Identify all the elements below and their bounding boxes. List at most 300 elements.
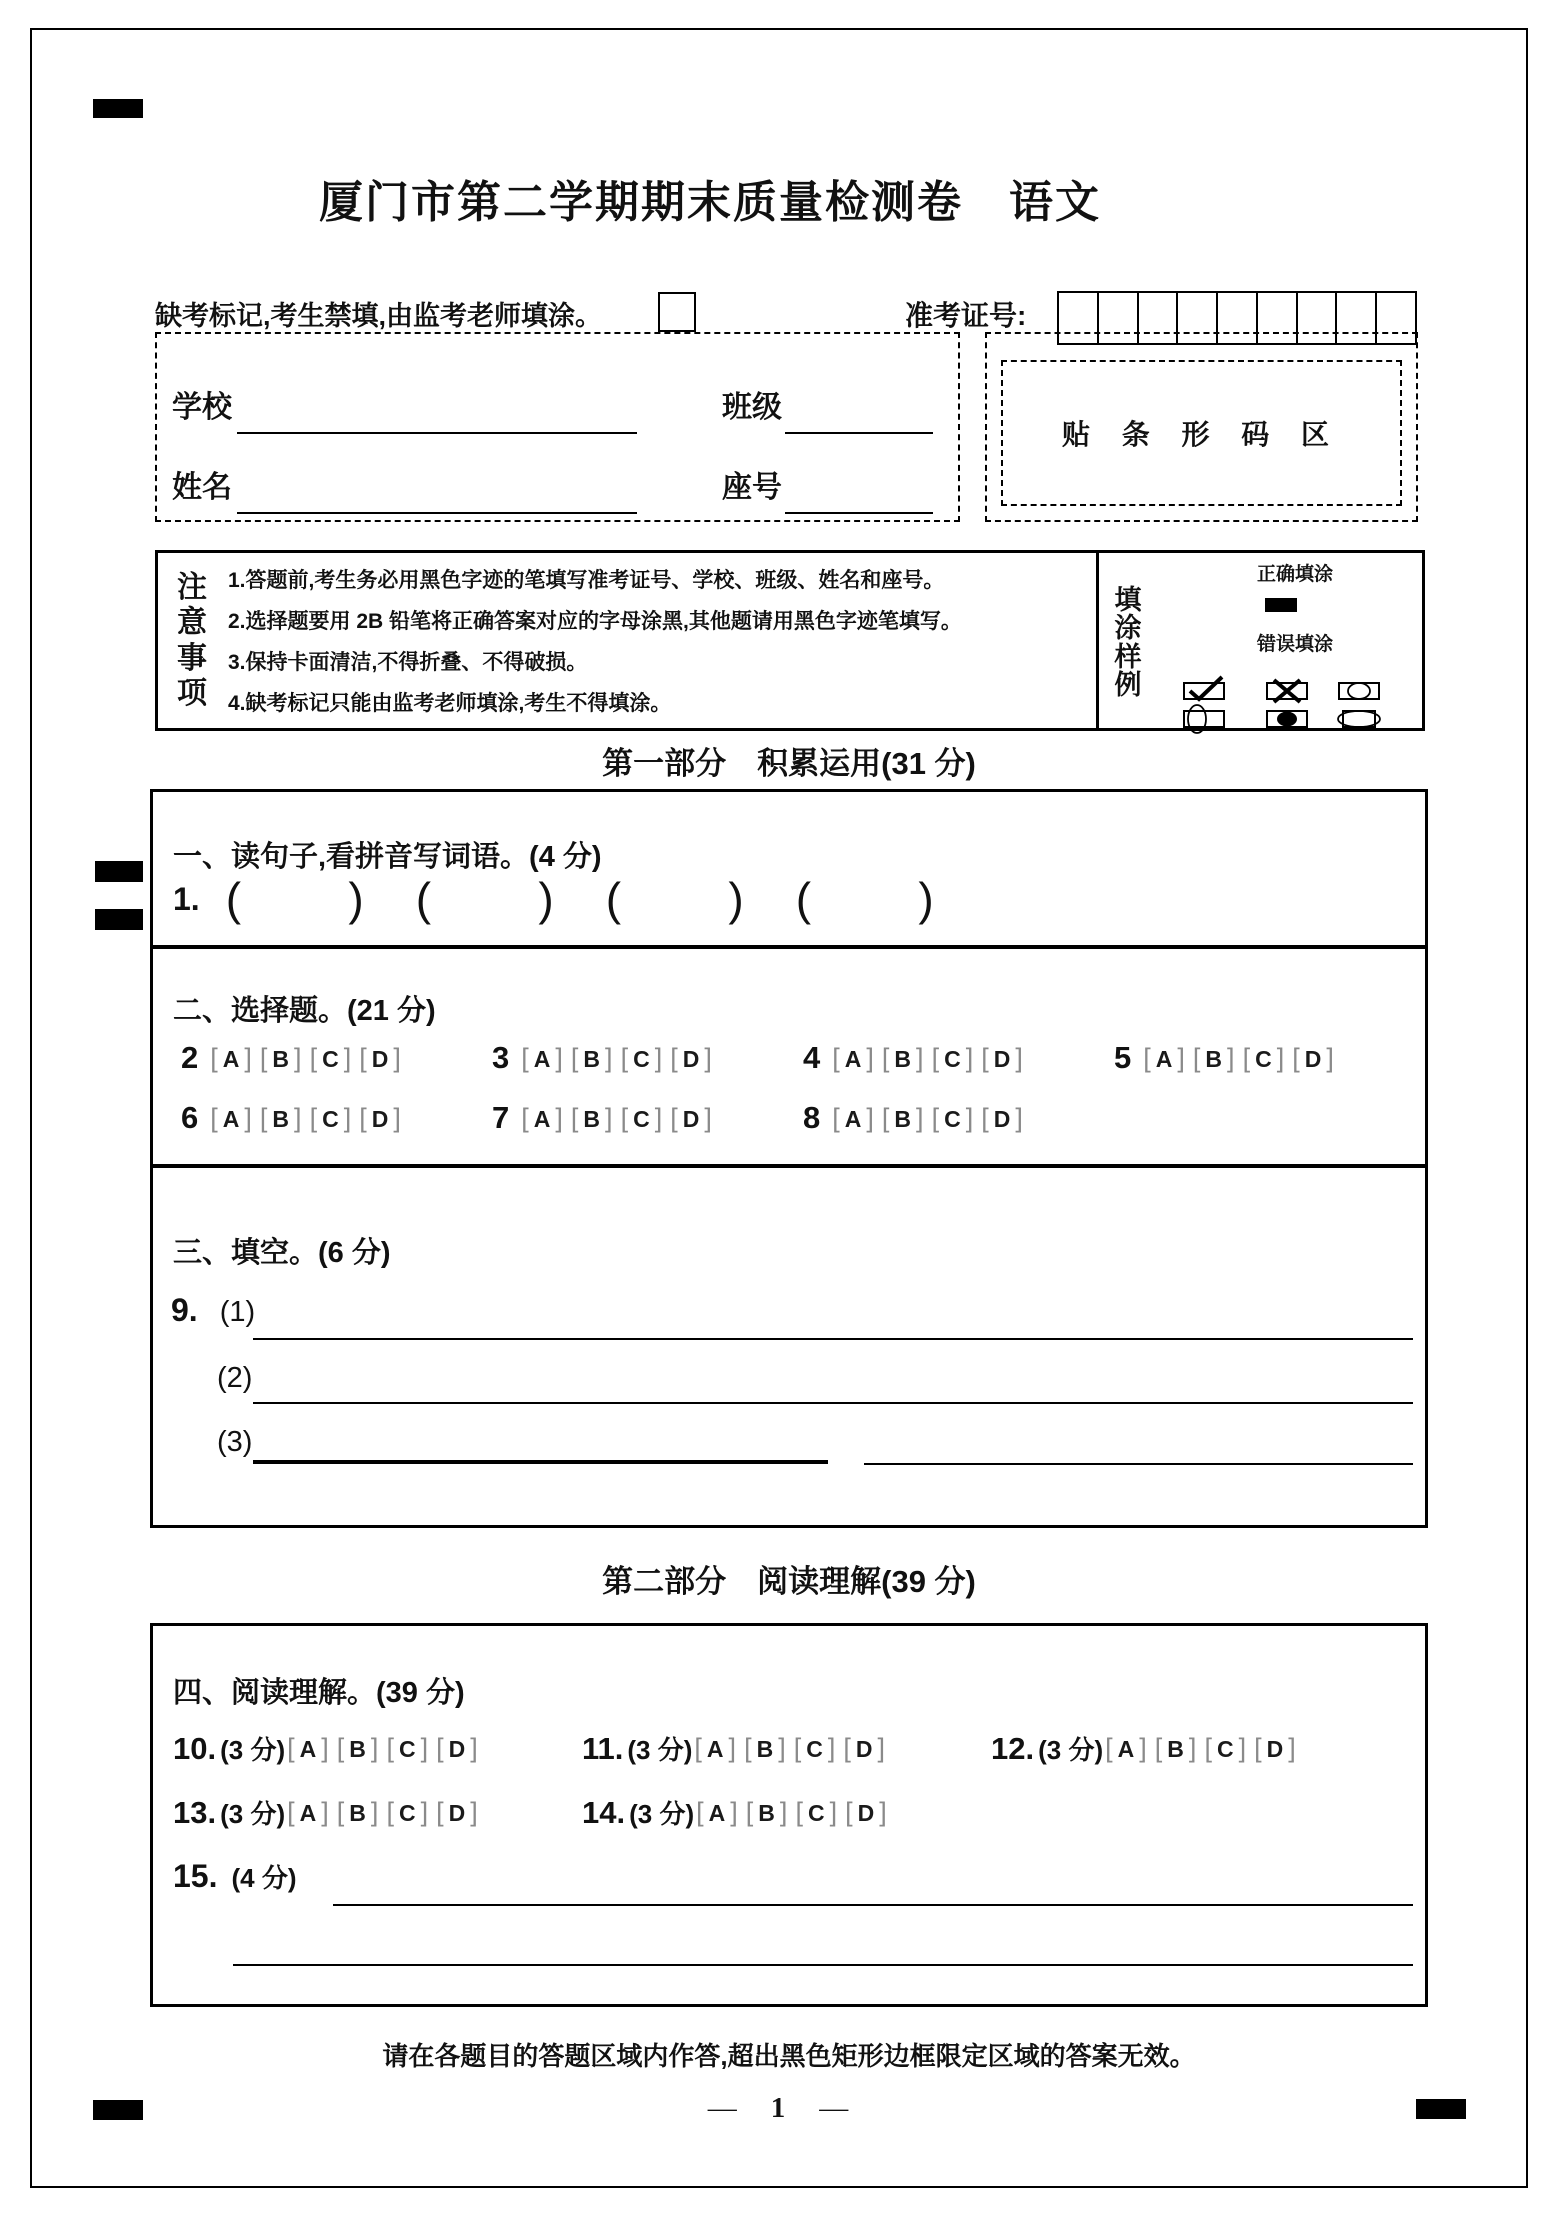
notice-box (155, 550, 1425, 731)
school-field[interactable] (237, 432, 637, 434)
paren-close-icon: ) (728, 873, 744, 925)
section2-title: 二、选择题。(21 分) (173, 995, 436, 1027)
option-letter: D (857, 1800, 875, 1826)
answer-line-15b[interactable] (233, 1964, 1413, 1966)
question-number: 11. (582, 1730, 624, 1766)
bracket-icon: [ (881, 1042, 890, 1073)
option-letter: A (708, 1800, 726, 1826)
mc-row-3 (173, 1730, 1400, 1767)
wrong-cross-icon (1265, 677, 1309, 705)
name-field[interactable] (237, 512, 637, 514)
pinyin-answer-blank[interactable] (795, 873, 934, 925)
wrong-tall-ellipse-icon (1182, 705, 1226, 733)
registration-mark-left-2 (95, 909, 143, 930)
option-letter: A (1155, 1045, 1173, 1072)
option-letter: D (682, 1105, 700, 1132)
option-letter: B (272, 1105, 290, 1132)
options-group (521, 1043, 720, 1074)
bracket-icon: [ (521, 1042, 529, 1073)
option-bubble-8-D[interactable] (981, 1103, 1023, 1134)
answer-line-9-3a[interactable] (253, 1460, 828, 1464)
sub-question-label: (2) (217, 1362, 253, 1394)
page-number-row (0, 2092, 1556, 2125)
option-letter: C (322, 1105, 339, 1132)
bracket-icon: ] (1188, 1733, 1197, 1763)
option-letter: D (448, 1736, 466, 1762)
option-letter: B (894, 1045, 912, 1072)
bracket-icon: [ (1105, 1733, 1113, 1763)
question-number: 7 (492, 1100, 510, 1135)
bracket-icon: [ (744, 1733, 752, 1763)
option-bubble-14-A[interactable] (696, 1797, 738, 1828)
option-letter: C (633, 1105, 650, 1132)
correct-fill-label: 正确填涂 (1256, 564, 1333, 585)
option-bubble-6-C[interactable] (310, 1103, 352, 1134)
option-bubble-13-A[interactable] (287, 1797, 329, 1828)
question-10-group (173, 1730, 582, 1767)
options-group (832, 1103, 1031, 1134)
page-number-dash-left: — (707, 2092, 737, 2124)
question-8-group (803, 1100, 1114, 1136)
pinyin-answer-blank[interactable] (415, 873, 554, 925)
options-group (1105, 1733, 1304, 1764)
options-group (694, 1733, 893, 1764)
notice-item: 1.答题前,考生务必用黑色字迹的笔填写准考证号、学校、班级、姓名和座号。 (228, 569, 945, 593)
option-letter: A (299, 1800, 317, 1826)
question-9-row (171, 1292, 255, 1329)
option-bubble-13-D[interactable] (436, 1797, 478, 1828)
option-bubble-10-B[interactable] (337, 1733, 379, 1764)
paren-close-icon: ) (538, 873, 554, 925)
bracket-icon: ] (420, 1733, 429, 1763)
option-letter: A (222, 1105, 240, 1132)
option-letter: D (1304, 1045, 1322, 1072)
bracket-icon: [ (359, 1102, 367, 1133)
options-group (1143, 1043, 1342, 1074)
bracket-icon: [ (287, 1733, 295, 1763)
question-number: 6 (181, 1100, 199, 1135)
vertical-char: 注 (177, 571, 207, 604)
bracket-icon: [ (845, 1797, 853, 1827)
section-divider (153, 1164, 1425, 1168)
bracket-icon: ] (728, 1733, 737, 1763)
option-bubble-2-B[interactable] (260, 1043, 302, 1074)
sub-question-label: (3) (217, 1426, 253, 1458)
option-letter: B (272, 1045, 290, 1072)
notice-item: 2.选择题要用 2B 铅笔将正确答案对应的字母涂黑,其他题请用黑色字迹笔填写。 (228, 610, 962, 634)
option-bubble-6-D[interactable] (359, 1103, 401, 1134)
bracket-icon: ] (555, 1042, 563, 1073)
option-bubble-3-D[interactable] (670, 1043, 712, 1074)
part1-heading: 第一部分 积累运用(31 分) (602, 746, 976, 781)
bracket-icon: [ (570, 1102, 579, 1133)
question-11-group (582, 1730, 991, 1767)
option-letter: B (756, 1736, 774, 1762)
question-15-number: 15. (173, 1858, 218, 1894)
option-letter: D (1266, 1736, 1284, 1762)
school-label: 学校 (172, 391, 232, 424)
wrong-check-icon (1182, 677, 1226, 705)
part2-heading: 第二部分 阅读理解(39 分) (602, 1564, 976, 1599)
option-letter: C (944, 1045, 961, 1072)
option-letter: C (944, 1105, 961, 1132)
question-number: 3 (492, 1040, 510, 1075)
bracket-icon: ] (470, 1733, 478, 1763)
seat-field[interactable] (785, 512, 933, 514)
notice-item: 3.保持卡面清洁,不得折叠、不得破损。 (228, 650, 588, 674)
option-bubble-12-D[interactable] (1254, 1733, 1296, 1764)
option-bubble-5-C[interactable] (1243, 1043, 1285, 1074)
part1-answer-box (150, 789, 1428, 1528)
class-field[interactable] (785, 432, 933, 434)
bracket-icon: ] (1015, 1102, 1023, 1133)
wrong-wide-ellipse-icon (1337, 705, 1381, 733)
bracket-icon: ] (393, 1042, 401, 1073)
option-bubble-5-B[interactable] (1193, 1043, 1235, 1074)
vertical-char: 项 (177, 676, 207, 710)
bracket-icon: ] (1276, 1042, 1285, 1073)
bracket-icon: [ (881, 1102, 890, 1133)
bracket-icon: ] (321, 1733, 329, 1763)
wrong-filled-ellipse-icon (1265, 705, 1309, 733)
bracket-icon: ] (654, 1042, 663, 1073)
question-12-group (991, 1730, 1400, 1767)
option-bubble-4-B[interactable] (882, 1043, 924, 1074)
bracket-icon: [ (436, 1733, 444, 1763)
bracket-icon: ] (321, 1797, 329, 1827)
option-letter: D (371, 1045, 389, 1072)
page-number: 1 (770, 2092, 786, 2124)
option-letter: B (758, 1800, 775, 1826)
question-score: (3 分) (629, 1799, 695, 1829)
bracket-icon: [ (386, 1733, 394, 1763)
fill-sample-title (1108, 587, 1148, 699)
bracket-icon: ] (965, 1102, 974, 1133)
option-letter: C (322, 1045, 339, 1072)
answer-line-9-2[interactable] (253, 1402, 1413, 1404)
question-score: (3 分) (1038, 1735, 1104, 1765)
option-bubble-6-A[interactable] (210, 1103, 252, 1134)
option-bubble-4-D[interactable] (981, 1043, 1023, 1074)
option-bubble-5-A[interactable] (1143, 1043, 1185, 1074)
bracket-icon: ] (343, 1042, 352, 1073)
bracket-icon: ] (866, 1102, 874, 1133)
name-label: 姓名 (172, 471, 232, 504)
question-number: 8 (803, 1100, 821, 1135)
bracket-icon: [ (210, 1042, 218, 1073)
bracket-icon: ] (1326, 1042, 1334, 1073)
question-number: 12. (991, 1730, 1035, 1766)
answer-line-9-1[interactable] (253, 1338, 1413, 1340)
option-bubble-3-A[interactable] (521, 1043, 563, 1074)
footer-warning: 请在各题目的答题区域内作答,超出黑色矩形边框限定区域的答案无效。 (382, 2041, 1196, 2071)
bracket-icon: [ (1254, 1733, 1262, 1763)
bracket-icon: [ (793, 1733, 802, 1763)
bracket-icon: ] (778, 1733, 786, 1763)
option-letter: A (222, 1045, 240, 1072)
bracket-icon: ] (294, 1102, 302, 1133)
bracket-icon: [ (696, 1797, 704, 1827)
question-14-group (582, 1794, 991, 1831)
vertical-char: 样 (1114, 641, 1142, 672)
bracket-icon: [ (981, 1102, 989, 1133)
bracket-icon: [ (309, 1102, 318, 1133)
option-bubble-2-C[interactable] (310, 1043, 352, 1074)
option-letter: C (1216, 1736, 1234, 1762)
bracket-icon: [ (832, 1042, 840, 1073)
paren-close-icon: ) (348, 873, 364, 925)
class-label: 班级 (722, 391, 782, 424)
option-bubble-10-C[interactable] (386, 1733, 428, 1764)
question-number: 14. (582, 1794, 626, 1830)
question-score: (3 分) (220, 1735, 286, 1765)
option-letter: C (398, 1800, 416, 1826)
option-bubble-12-B[interactable] (1155, 1733, 1197, 1764)
option-letter: D (371, 1105, 389, 1132)
bracket-icon: ] (605, 1102, 613, 1133)
bracket-icon: ] (244, 1102, 252, 1133)
question-7-group (492, 1100, 803, 1136)
option-letter: A (706, 1736, 724, 1762)
section4-title: 四、阅读理解。(39 分) (173, 1677, 465, 1709)
absent-mark-label: 缺考标记,考生禁填,由监考老师填涂。 (155, 301, 603, 331)
bracket-icon: [ (795, 1797, 803, 1827)
options-group (210, 1043, 409, 1074)
bracket-icon: ] (1238, 1733, 1247, 1763)
paren-open-icon: ( (225, 873, 242, 925)
wrong-circle-icon (1337, 677, 1381, 705)
option-bubble-7-C[interactable] (621, 1103, 663, 1134)
bracket-icon: ] (1015, 1042, 1023, 1073)
bracket-icon: [ (436, 1797, 444, 1827)
option-bubble-8-A[interactable] (832, 1103, 874, 1134)
option-bubble-8-B[interactable] (882, 1103, 924, 1134)
bracket-icon: ] (866, 1042, 874, 1073)
option-bubble-7-A[interactable] (521, 1103, 563, 1134)
option-bubble-12-A[interactable] (1105, 1733, 1147, 1764)
option-letter: B (583, 1105, 601, 1132)
option-letter: D (448, 1800, 466, 1826)
bracket-icon: ] (605, 1042, 613, 1073)
option-bubble-5-D[interactable] (1292, 1043, 1334, 1074)
bracket-icon: [ (1192, 1042, 1201, 1073)
option-bubble-3-B[interactable] (571, 1043, 613, 1074)
bracket-icon: [ (386, 1797, 394, 1827)
option-bubble-14-C[interactable] (795, 1797, 837, 1828)
notice-divider (1096, 553, 1099, 728)
notice-title (174, 573, 210, 709)
barcode-area-label: 贴 条 形 码 区 (1061, 419, 1342, 450)
bracket-icon: [ (309, 1042, 318, 1073)
option-bubble-8-C[interactable] (932, 1103, 974, 1134)
option-bubble-11-C[interactable] (794, 1733, 836, 1764)
option-letter: B (1167, 1736, 1184, 1762)
mc-row-4 (173, 1794, 991, 1831)
option-letter: A (533, 1045, 551, 1072)
pinyin-answer-blank[interactable] (225, 873, 364, 925)
bracket-icon: [ (843, 1733, 851, 1763)
bracket-icon: ] (704, 1102, 712, 1133)
registration-mark-top-left (93, 99, 143, 118)
question-number: 5 (1114, 1040, 1132, 1075)
question-4-group (803, 1040, 1114, 1076)
bracket-icon: [ (620, 1102, 629, 1133)
bracket-icon: ] (1227, 1042, 1235, 1073)
bracket-icon: ] (916, 1102, 924, 1133)
question-13-group (173, 1794, 582, 1831)
option-letter: B (349, 1736, 366, 1762)
pinyin-blanks (225, 873, 986, 925)
bracket-icon: [ (336, 1733, 345, 1763)
answer-line-15a[interactable] (333, 1904, 1413, 1906)
option-letter: D (682, 1045, 700, 1072)
bracket-icon: [ (745, 1797, 754, 1827)
bracket-icon: [ (1143, 1042, 1151, 1073)
bracket-icon: [ (931, 1042, 940, 1073)
option-bubble-2-D[interactable] (359, 1043, 401, 1074)
bracket-icon: ] (244, 1042, 252, 1073)
bracket-icon: ] (470, 1797, 478, 1827)
bracket-icon: [ (359, 1042, 367, 1073)
mc-row-1 (181, 1040, 1425, 1076)
vertical-char: 例 (1114, 669, 1142, 700)
absent-mark-checkbox[interactable] (658, 292, 696, 332)
question-number: 4 (803, 1040, 821, 1075)
bracket-icon: [ (570, 1042, 579, 1073)
page-title: 厦门市第二学期期末质量检测卷 语文 (319, 178, 1101, 227)
bracket-icon: [ (981, 1042, 989, 1073)
question-9-2-row (217, 1362, 252, 1395)
question-3-group (492, 1040, 803, 1076)
option-letter: B (349, 1800, 366, 1826)
barcode-outer-box (985, 332, 1418, 522)
bracket-icon: ] (1139, 1733, 1147, 1763)
bracket-icon: [ (521, 1102, 529, 1133)
section1-title: 一、读句子,看拼音写词语。(4 分) (173, 841, 602, 873)
option-letter: A (1117, 1736, 1135, 1762)
option-bubble-7-B[interactable] (571, 1103, 613, 1134)
option-bubble-11-A[interactable] (694, 1733, 736, 1764)
vertical-char: 填 (1114, 585, 1142, 615)
options-group (287, 1797, 486, 1828)
option-bubble-4-A[interactable] (832, 1043, 874, 1074)
notice-items (228, 559, 1090, 722)
bracket-icon: [ (620, 1042, 629, 1073)
bracket-icon: ] (877, 1733, 886, 1763)
bracket-icon: ] (1288, 1733, 1296, 1763)
question-15-score: (4 分) (231, 1863, 297, 1893)
bracket-icon: ] (555, 1102, 563, 1133)
option-bubble-14-B[interactable] (746, 1797, 788, 1828)
vertical-char: 事 (177, 641, 207, 675)
option-bubble-2-A[interactable] (210, 1043, 252, 1074)
option-bubble-12-C[interactable] (1204, 1733, 1246, 1764)
option-letter: B (1205, 1045, 1223, 1072)
option-bubble-10-A[interactable] (287, 1733, 329, 1764)
options-group (210, 1103, 409, 1134)
registration-mark-left-1 (95, 861, 143, 882)
bracket-icon: [ (1204, 1733, 1212, 1763)
section3-title: 三、填空。(6 分) (173, 1237, 391, 1269)
bracket-icon: [ (210, 1102, 218, 1133)
mc-row-2 (181, 1100, 1114, 1136)
bracket-icon: [ (1154, 1733, 1163, 1763)
bracket-icon: ] (294, 1042, 302, 1073)
question-score: (3 分) (220, 1799, 286, 1829)
bracket-icon: ] (420, 1797, 429, 1827)
option-letter: C (633, 1045, 650, 1072)
question-6-group (181, 1100, 492, 1136)
paren-close-icon: ) (918, 873, 934, 925)
sub-question-label: (1) (219, 1296, 256, 1328)
option-bubble-11-B[interactable] (744, 1733, 786, 1764)
bracket-icon: ] (916, 1042, 924, 1073)
page-number-dash-right: — (819, 2092, 849, 2124)
option-bubble-13-B[interactable] (337, 1797, 379, 1828)
option-bubble-14-D[interactable] (845, 1797, 887, 1828)
answer-line-9-3b[interactable] (864, 1463, 1413, 1465)
option-bubble-10-D[interactable] (436, 1733, 478, 1764)
seat-label: 座号 (722, 471, 782, 504)
section-divider (153, 945, 1425, 949)
option-bubble-13-C[interactable] (386, 1797, 428, 1828)
question-1-row (173, 873, 986, 925)
bracket-icon: ] (370, 1797, 379, 1827)
option-letter: C (398, 1736, 416, 1762)
question-number: 2 (181, 1040, 199, 1075)
exam-number-label: 准考证号: (905, 300, 1027, 331)
bracket-icon: ] (730, 1797, 738, 1827)
options-group (696, 1797, 895, 1828)
bracket-icon: [ (259, 1042, 268, 1073)
question-number: 13. (173, 1794, 217, 1830)
bracket-icon: [ (832, 1102, 840, 1133)
option-bubble-7-D[interactable] (670, 1103, 712, 1134)
pinyin-answer-blank[interactable] (605, 873, 744, 925)
part2-answer-box (150, 1623, 1428, 2007)
option-letter: A (844, 1045, 862, 1072)
vertical-char: 涂 (1114, 613, 1142, 644)
question-score: (3 分) (627, 1735, 693, 1765)
option-letter: D (993, 1045, 1011, 1072)
correct-fill-example (1265, 598, 1297, 612)
option-letter: B (583, 1045, 601, 1072)
bracket-icon: ] (1177, 1042, 1185, 1073)
paren-open-icon: ( (795, 873, 812, 925)
bracket-icon: [ (259, 1102, 268, 1133)
option-letter: C (807, 1800, 825, 1826)
bracket-icon: ] (654, 1102, 663, 1133)
option-letter: A (844, 1105, 862, 1132)
bracket-icon: [ (670, 1102, 678, 1133)
paren-open-icon: ( (415, 873, 432, 925)
option-bubble-6-B[interactable] (260, 1103, 302, 1134)
fill-sample-area (1168, 553, 1422, 728)
option-bubble-11-D[interactable] (843, 1733, 885, 1764)
question-number: 10. (173, 1730, 217, 1766)
bracket-icon: [ (336, 1797, 345, 1827)
bracket-icon: [ (1292, 1042, 1300, 1073)
option-letter: D (855, 1736, 873, 1762)
bracket-icon: [ (931, 1102, 940, 1133)
bracket-icon: ] (343, 1102, 352, 1133)
question-1-number: 1. (173, 880, 200, 917)
question-5-group (1114, 1040, 1425, 1076)
option-bubble-4-C[interactable] (932, 1043, 974, 1074)
bracket-icon: [ (670, 1042, 678, 1073)
option-bubble-3-C[interactable] (621, 1043, 663, 1074)
option-letter: A (299, 1736, 317, 1762)
